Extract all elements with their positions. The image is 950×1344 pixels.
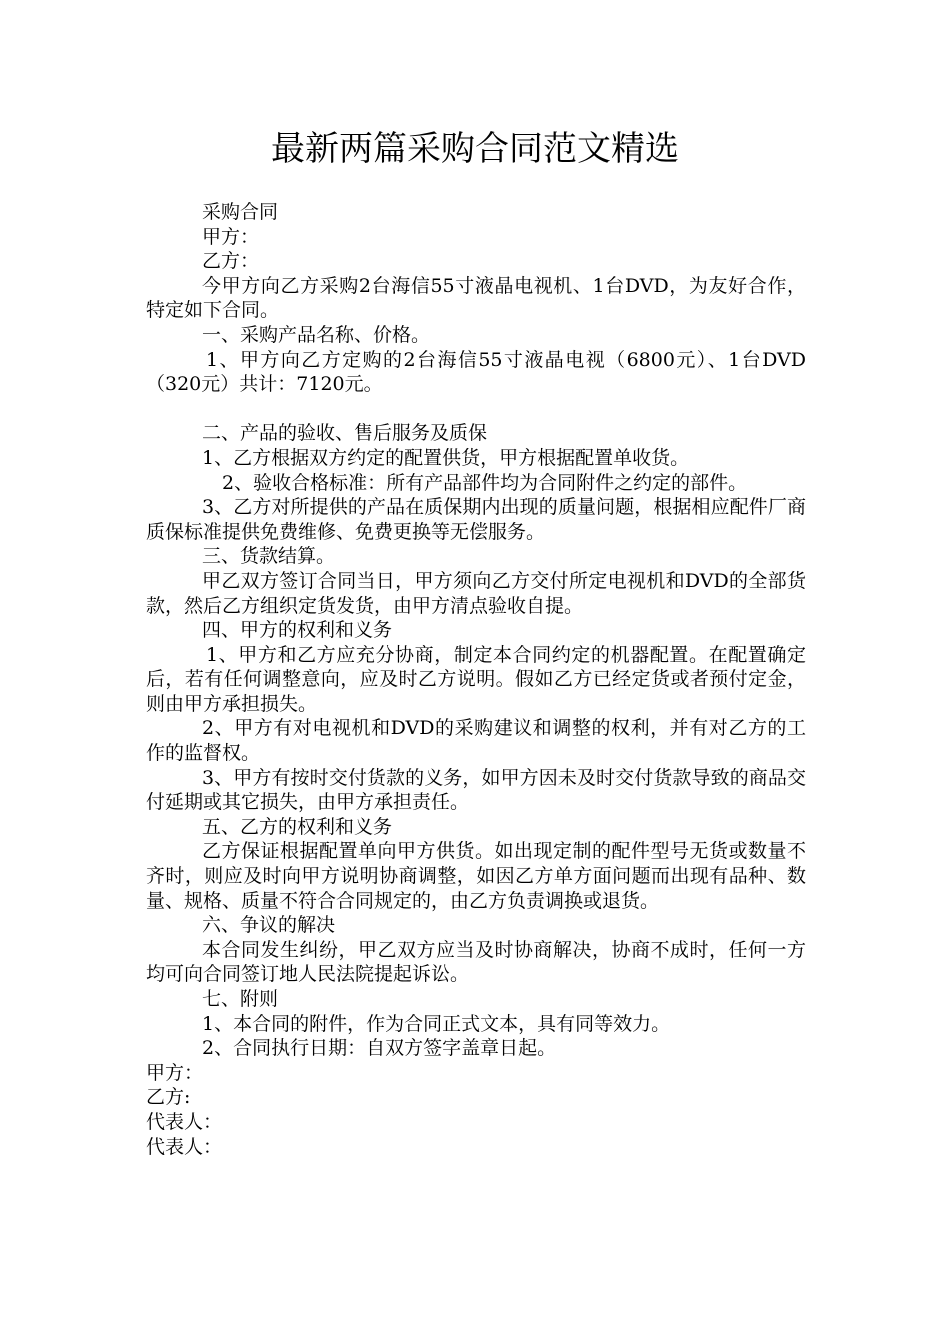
section-3-paragraph-1: 甲乙双方签订合同当日，甲方须向乙方交付所定电视机和DVD的全部货款，然后乙方组织定货发货，由甲方清点验收自提。 [146, 569, 806, 617]
intro-paragraph: 今甲方向乙方采购2台海信55寸液晶电视机、1台DVD，为友好合作，特定如下合同。 [146, 274, 806, 322]
blank-line [146, 397, 806, 422]
contract-heading: 采购合同 [202, 201, 279, 223]
section-2-paragraph-2: 2、验收合格标准：所有产品部件均为合同附件之约定的部件。 [222, 471, 748, 494]
section-7-paragraph-2: 2、合同执行日期：自双方签字盖章日起。 [202, 1037, 557, 1060]
section-6-paragraph-1: 本合同发生纠纷，甲乙双方应当及时协商解决，协商不成时，任何一方均可向合同签订地人民法院提起诉讼。 [146, 938, 806, 986]
section-4-paragraph-2: 2、甲方有对电视机和DVD的采购建议和调整的权利，并有对乙方的工作的监督权。 [146, 717, 806, 765]
section-3-title: 三、货款结算。 [202, 545, 336, 568]
section-5-title: 五、乙方的权利和义务 [202, 815, 393, 838]
section-6-title: 六、争议的解决 [202, 914, 336, 937]
section-7-paragraph-1: 1、本合同的附件，作为合同正式文本，具有同等效力。 [202, 1012, 671, 1035]
party-b-line: 乙方： [202, 250, 260, 273]
section-2-paragraph-3: 3、乙方对所提供的产品在质保期内出现的质量问题，根据相应配件厂商质保标准提供免费维修、免费更换等无偿服务。 [146, 496, 806, 543]
section-2-title: 二、产品的验收、售后服务及质保 [202, 422, 488, 445]
signature-party-b: 乙方: [146, 1086, 191, 1109]
section-2-paragraph-1: 1、乙方根据双方约定的配置供货，甲方根据配置单收货。 [202, 446, 690, 469]
section-5-paragraph-1: 乙方保证根据配置单向甲方供货。如出现定制的配件型号无货或数量不齐时，则应及时向甲方说明协商调整，如因乙方单方面问题而出现有品种、数量、规格、质量不符合合同规定的，由乙方负责调换或退货。 [146, 840, 806, 912]
section-4-paragraph-1: 1、甲方和乙方应充分协商，制定本合同约定的机器配置。在配置确定后，若有任何调整意向，应及时乙方说明。假如乙方已经定货或者预付定金，则由甲方承担损失。 [146, 643, 806, 715]
document-title: 最新两篇采购合同范文精选 [271, 129, 679, 169]
section-4-paragraph-3: 3、甲方有按时交付货款的义务，如甲方因未及时交付货款导致的商品交付延期或其它损失，由甲方承担责任。 [146, 766, 806, 814]
document-body [146, 200, 806, 1159]
signature-representative-2: 代表人： [146, 1135, 223, 1158]
signature-party-a: 甲方： [146, 1061, 204, 1084]
party-a-line: 甲方： [202, 225, 260, 248]
section-1-title: 一、采购产品名称、价格。 [202, 323, 431, 346]
section-4-title: 四、甲方的权利和义务 [202, 619, 393, 642]
section-1-paragraph-1: 1、甲方向乙方定购的2台海信55寸液晶电视（6800元）、1台DVD（320元）共计：7120元。 [146, 348, 806, 396]
signature-representative-1: 代表人： [146, 1110, 223, 1133]
section-7-title: 七、附则 [202, 988, 279, 1010]
